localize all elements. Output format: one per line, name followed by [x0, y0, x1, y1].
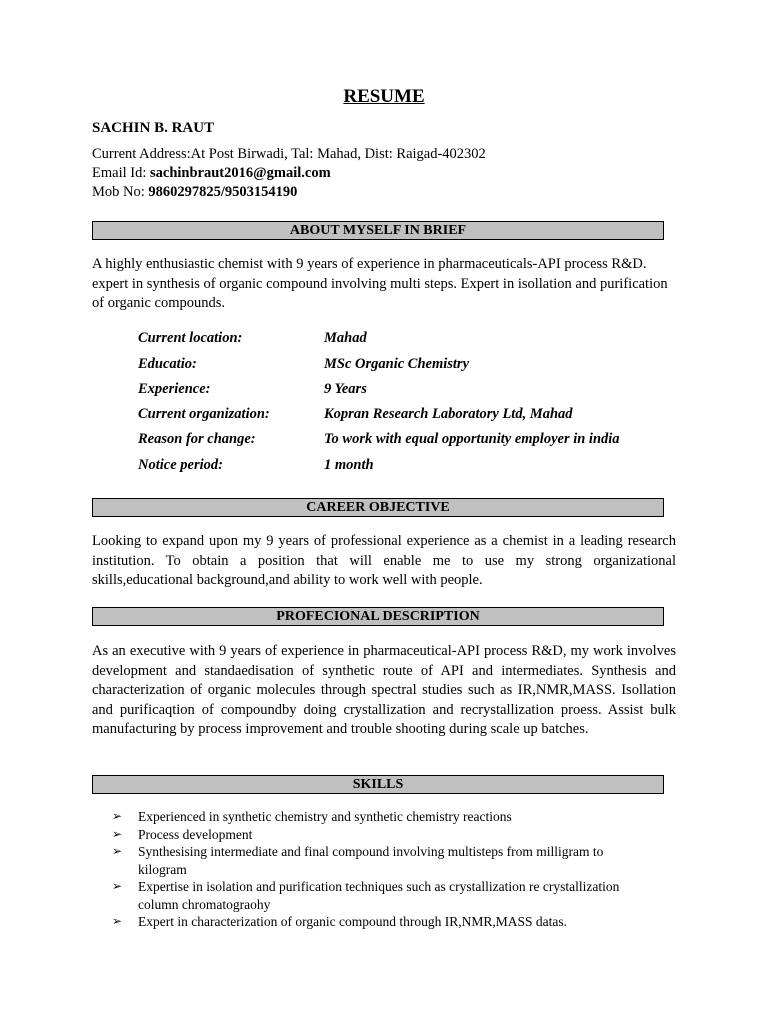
skill-item	[112, 843, 652, 878]
email-value: sachinbraut2016@gmail.com	[150, 165, 331, 181]
arrow-bullet-icon: ➢	[112, 809, 123, 823]
skill-text: Expertise in isolation and purification techniques such as crystallization re crystallization column chromatograohy	[138, 879, 620, 912]
mobile-line	[92, 184, 297, 201]
info-value: Kopran Research Laboratory Ltd, Mahad	[324, 406, 573, 422]
about-heading: ABOUT MYSELF IN BRIEF	[92, 221, 664, 240]
info-label: Experience:	[138, 381, 211, 397]
description-heading: PROFECIONAL DESCRIPTION	[92, 607, 664, 626]
about-text: A highly enthusiastic chemist with 9 years of experience in pharmaceuticals-API process R&D. expert in synthesis of organic compound involving multi steps. Expert in isollation and purification of organic compounds.	[92, 256, 668, 311]
skill-text: Experienced in synthetic chemistry and synthetic chemistry reactions	[138, 809, 512, 824]
arrow-bullet-icon: ➢	[112, 879, 123, 893]
current-address: Current Address:At Post Birwadi, Tal: Mahad, Dist: Raigad-402302	[92, 146, 486, 162]
description-text: As an executive with 9 years of experience in pharmaceutical-API process R&D, my work involves development and standaedisation of synthetic route of API and intermediates. Synthesis and characterization of organic molecules through spectral studies such as IR,NMR,MASS. Isollation and purificaqtion of compoundby doing crystallization and recrystallization proess. Assist bulk manufacturing by process improvement and trouble shooting during scale up batches.	[92, 643, 676, 737]
arrow-bullet-icon: ➢	[112, 844, 123, 858]
skill-item	[112, 808, 652, 826]
skill-text: Expert in characterization of organic compound through IR,NMR,MASS datas.	[138, 914, 568, 929]
skill-text: Synthesising intermediate and final compound involving multisteps from milligram to kilogram	[138, 844, 604, 877]
info-value: MSc Organic Chemistry	[324, 356, 470, 372]
info-value: 9 Years	[324, 381, 367, 397]
info-label: Notice period:	[138, 457, 223, 473]
skills-list	[112, 808, 652, 931]
skill-item	[112, 878, 652, 913]
objective-heading: CAREER OBJECTIVE	[92, 498, 664, 517]
email-label: Email Id:	[92, 165, 150, 181]
resume-title: RESUME	[343, 86, 425, 107]
info-value: Mahad	[324, 330, 367, 346]
skills-heading: SKILLS	[92, 775, 664, 794]
candidate-name: SACHIN B. RAUT	[92, 120, 215, 136]
arrow-bullet-icon: ➢	[112, 826, 123, 841]
skill-text: Process development	[138, 826, 253, 842]
info-value: To work with equal opportunity employer in india	[324, 431, 620, 447]
info-label: Educatio:	[138, 356, 197, 372]
info-value: 1 month	[324, 457, 374, 473]
mobile-label: Mob No:	[92, 184, 149, 200]
mobile-value: 9860297825/9503154190	[148, 184, 298, 200]
info-label: Current organization:	[138, 406, 270, 422]
email-line	[92, 165, 331, 182]
skill-item	[112, 826, 652, 844]
arrow-bullet-icon: ➢	[112, 914, 123, 928]
objective-text: Looking to expand upon my 9 years of professional experience as a chemist in a leading research institution. To obtain a position that will enable me to use my strong organizational skills,educational background,and ability to work well with people.	[92, 533, 676, 588]
info-label: Current location:	[138, 330, 243, 346]
info-label: Reason for change:	[138, 431, 256, 447]
skill-item	[112, 913, 652, 931]
